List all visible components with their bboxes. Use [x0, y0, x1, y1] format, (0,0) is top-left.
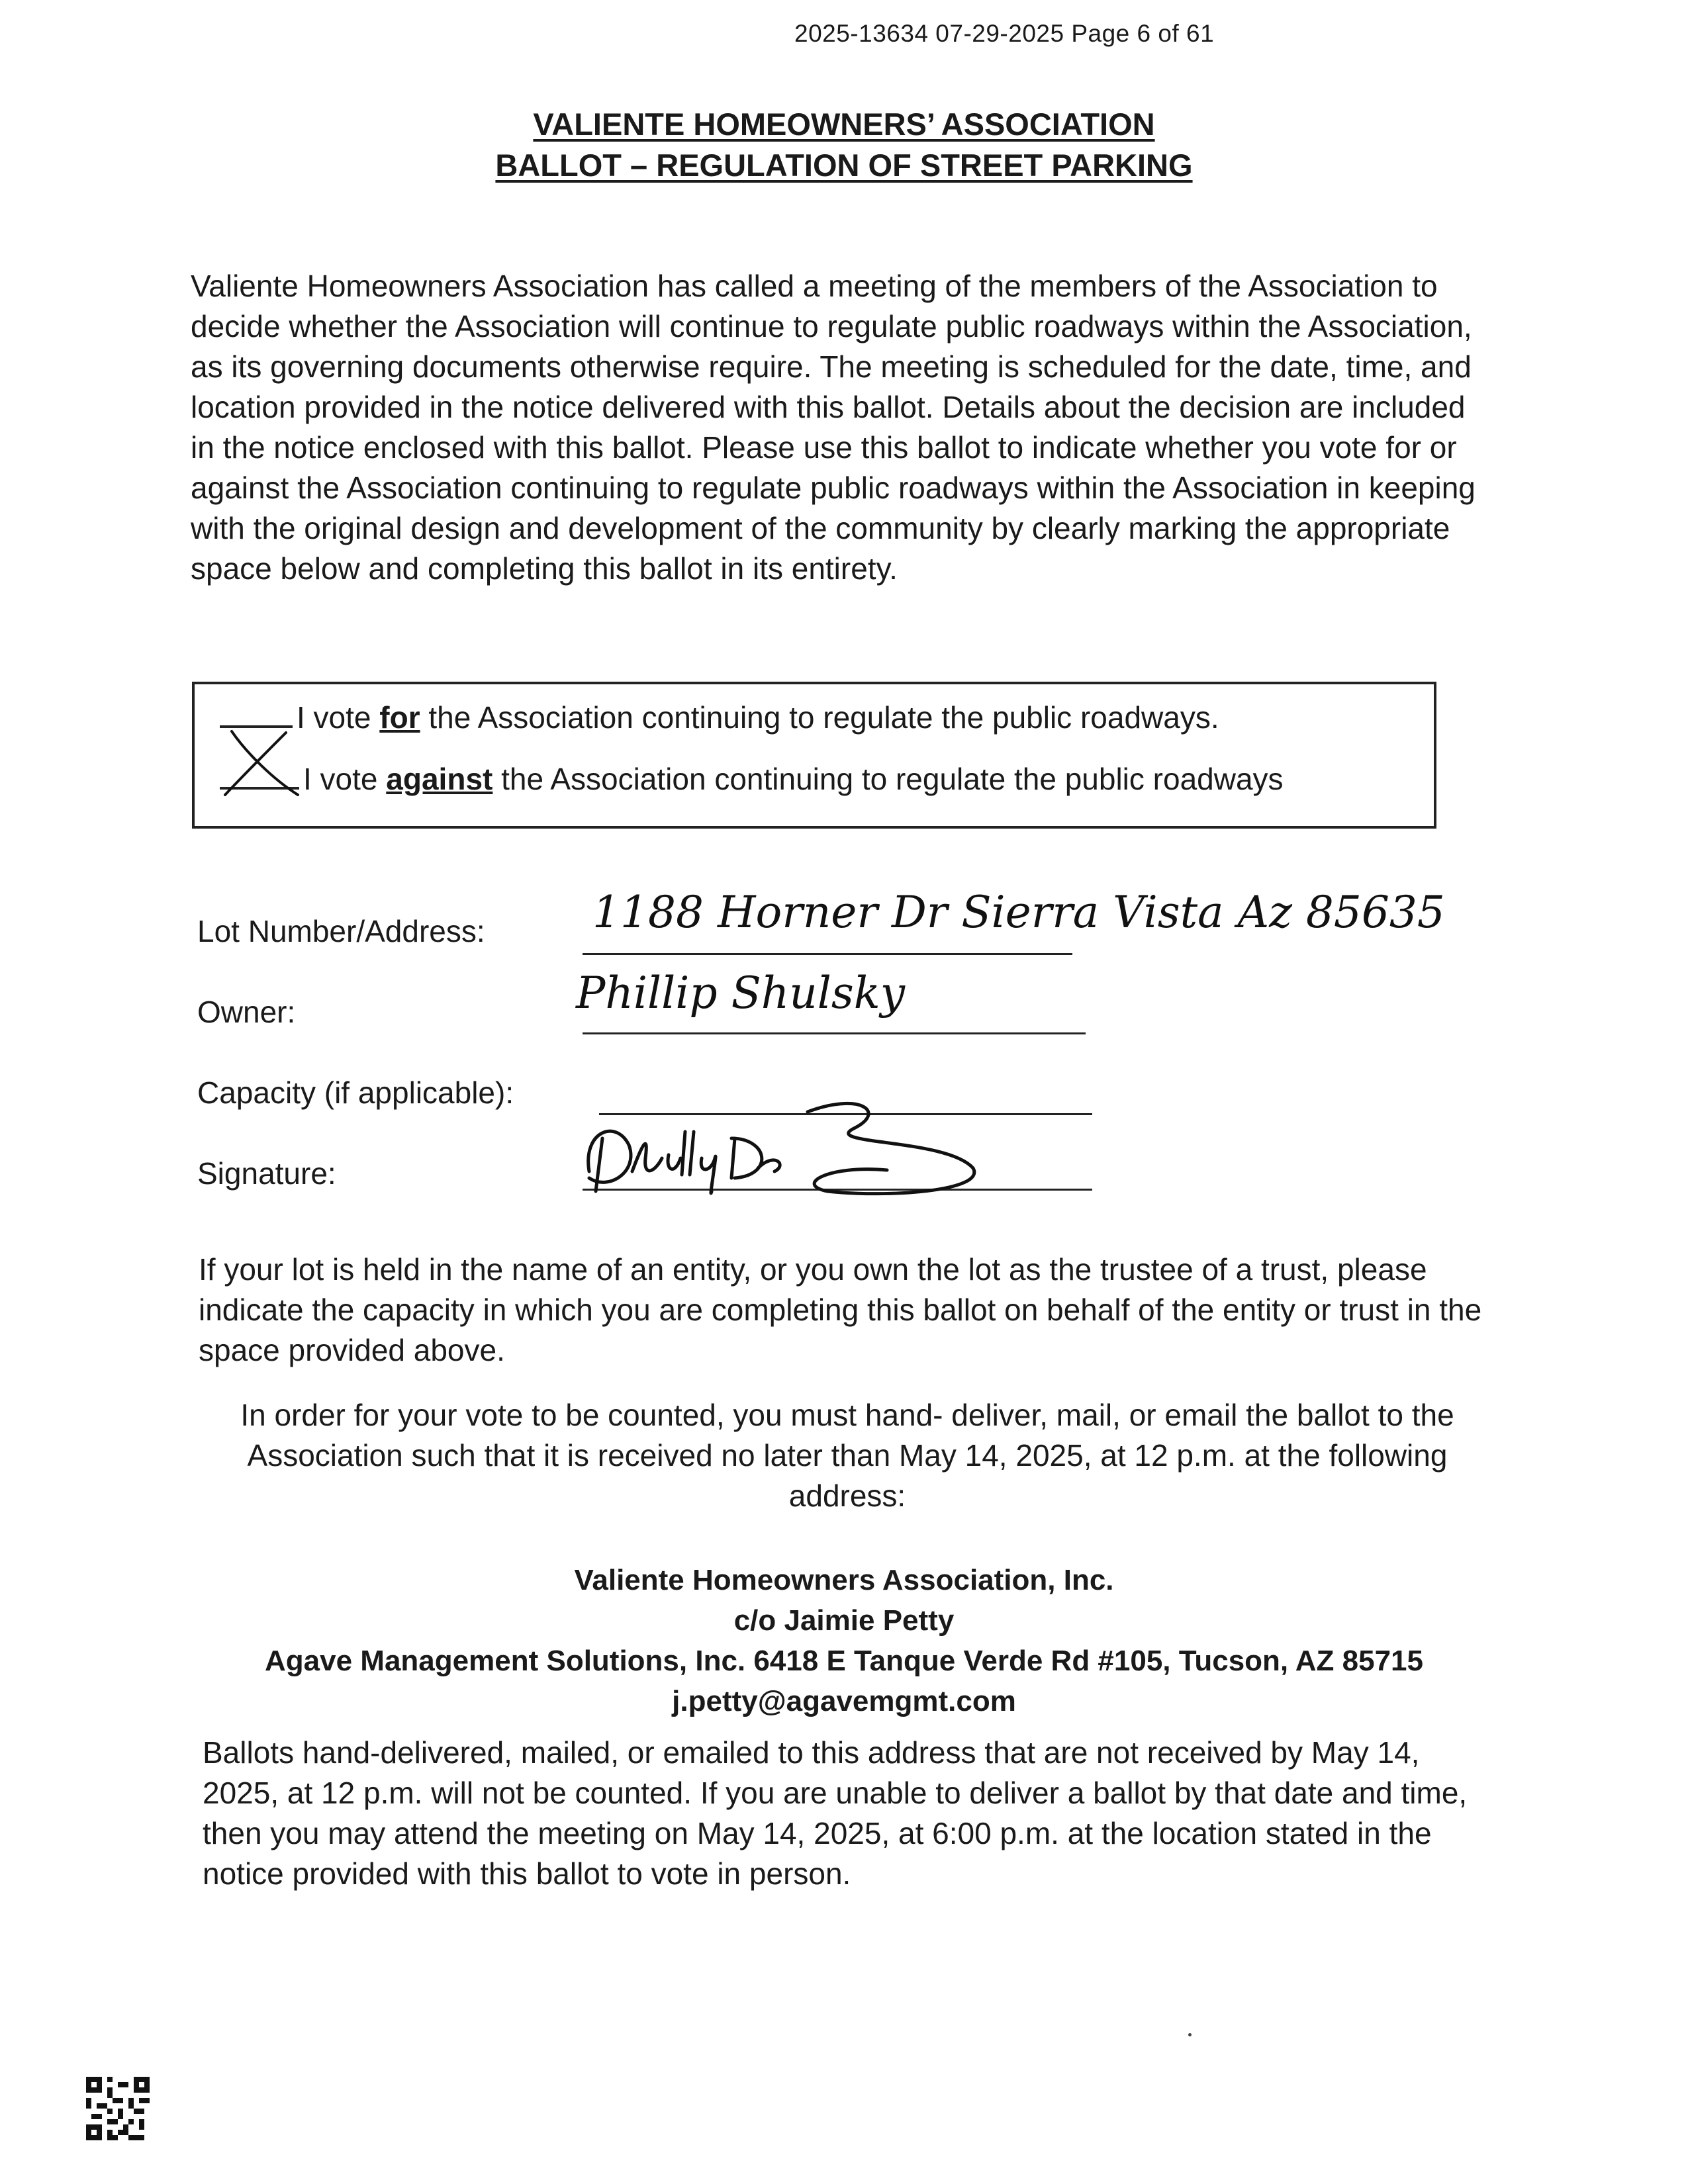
vote-against-prefix: I vote: [303, 762, 387, 796]
lot-address-line: [583, 953, 1072, 955]
address-care-of: c/o Jaimie Petty: [733, 1604, 955, 1637]
document-reference-header: 2025-13634 07-29-2025 Page 6 of 61: [794, 20, 1215, 47]
vote-against-option[interactable]: [220, 760, 1284, 797]
lot-address-label: Lot Number/Address:: [197, 914, 485, 948]
address-street: Agave Management Solutions, Inc. 6418 E Tanque Verde Rd #105, Tucson, AZ 85715: [265, 1645, 1423, 1677]
address-email[interactable]: j.petty@agavemgmt.com: [672, 1685, 1016, 1717]
vote-against-blank[interactable]: [220, 760, 299, 790]
capacity-label: Capacity (if applicable):: [197, 1075, 514, 1110]
vote-for-keyword: for: [379, 700, 420, 735]
vote-against-keyword: against: [386, 762, 493, 796]
vote-against-suffix: the Association continuing to regulate the public roadways: [492, 762, 1284, 796]
qr-code-icon: [86, 2077, 150, 2140]
lot-address-value[interactable]: 1188 Horner Dr Sierra Vista Az 85635: [592, 887, 1445, 938]
vote-options-box: [192, 682, 1436, 829]
association-title: VALIENTE HOMEOWNERS’ ASSOCIATION: [533, 107, 1155, 142]
delivery-instructions-paragraph: In order for your vote to be counted, you must hand- deliver, mail, or email the ballot to the Association such that it is received no later than May 14, 2025, at 12 p.m. at the following address:: [240, 1398, 1454, 1513]
signature-label: Signature:: [197, 1156, 336, 1191]
vote-for-option[interactable]: [220, 699, 1219, 735]
signature-image[interactable]: [576, 1092, 1000, 1211]
entity-note-paragraph: If your lot is held in the name of an entity, or you own the lot as the trustee of a trust, please indicate the capacity in which you are completing this ballot on behalf of the entity or trust in the space provided above.: [199, 1252, 1482, 1367]
vote-for-blank[interactable]: [220, 699, 293, 728]
vote-for-suffix: the Association continuing to regulate the public roadways.: [420, 700, 1219, 735]
intro-paragraph: Valiente Homeowners Association has called a meeting of the members of the Association to decide whether the Association will continue to regulate public roadways within the Association, as its governing documents otherwise require. The meeting is scheduled for the date, time, and location provided in the notice delivered with this ballot. Details about the decision are included in the notice enclosed with this ballot. Please use this ballot to indicate whether you vote for or against the Association continuing to regulate public roadways within the Association in keeping with the original design and development of the community by clearly marking the appropriate space below and completing this ballot in its entirety.: [191, 269, 1476, 586]
closing-paragraph: Ballots hand-delivered, mailed, or emailed to this address that are not received by May 14, 2025, at 12 p.m. will not be counted. If you are unable to deliver a ballot by that date and time, then you may attend the meeting on May 14, 2025, at 6:00 p.m. at the location stated in the notice provided with this ballot to vote in person.: [203, 1735, 1468, 1891]
stray-dot: [1188, 2033, 1192, 2036]
vote-for-prefix: I vote: [297, 700, 380, 735]
owner-line: [583, 1032, 1086, 1034]
address-association-name: Valiente Homeowners Association, Inc.: [574, 1564, 1114, 1596]
owner-label: Owner:: [197, 995, 296, 1029]
owner-value[interactable]: Phillip Shulsky: [576, 968, 906, 1019]
handwritten-x-mark: [220, 726, 312, 799]
ballot-title: BALLOT – REGULATION OF STREET PARKING: [495, 148, 1193, 183]
